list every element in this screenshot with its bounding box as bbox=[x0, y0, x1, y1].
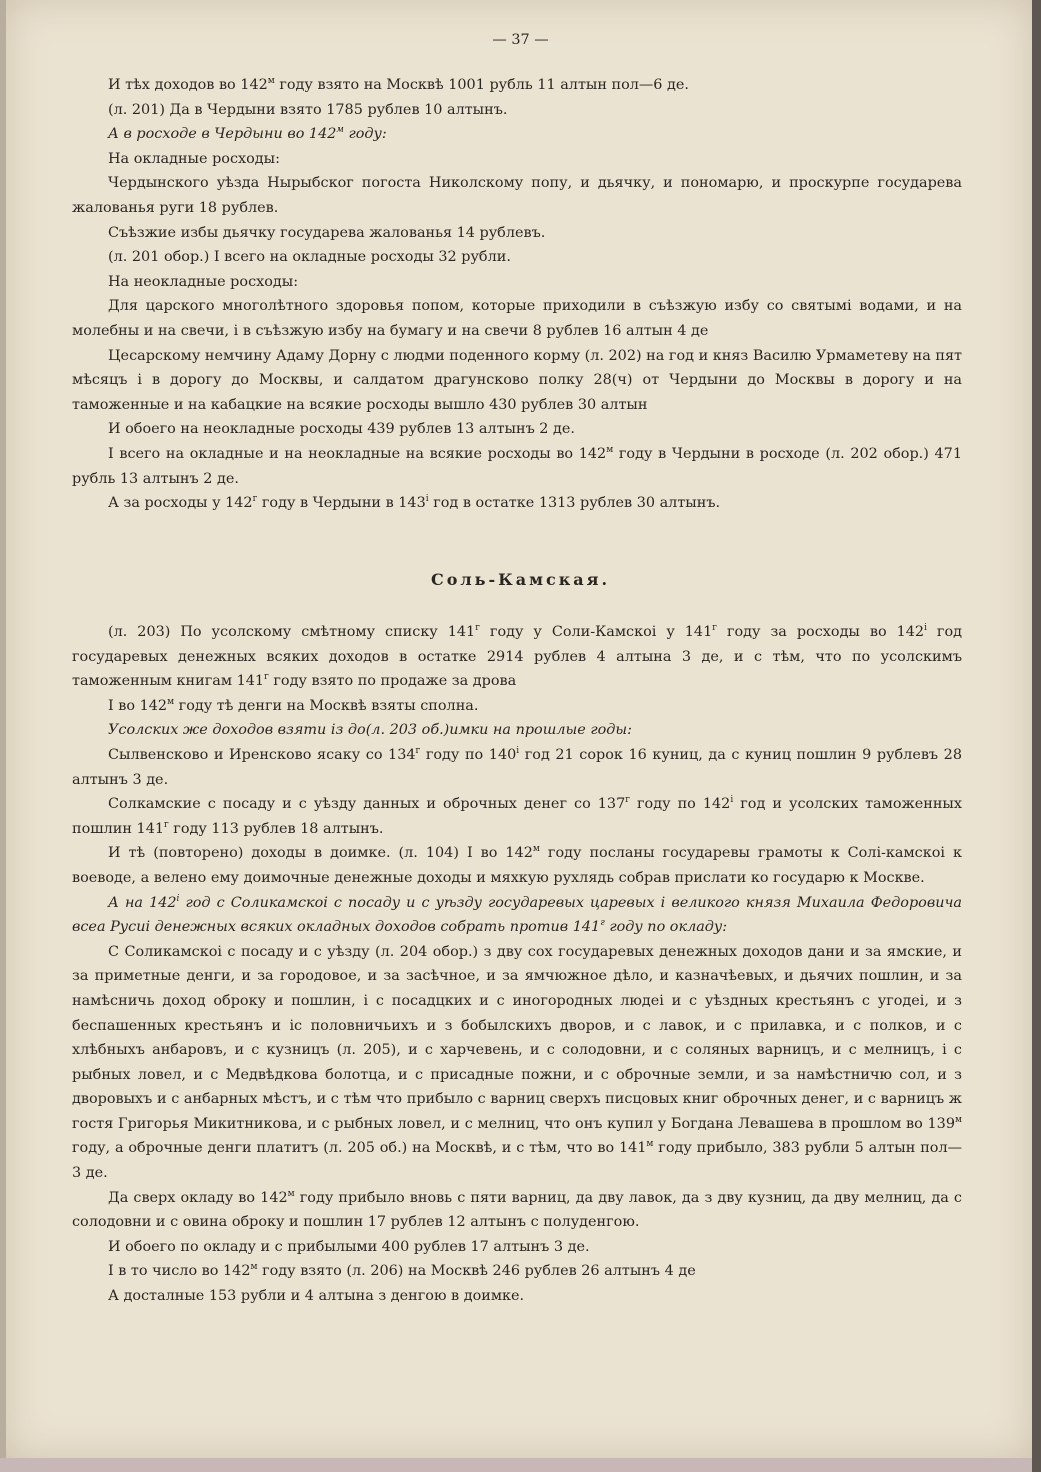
paragraph: А за росходы у $142^г$ году в Чердыни в 143$^i$ год в остатке 1313 рублев 30 алтынъ. bbox=[108, 494, 721, 512]
paragraph: А в росходе в Чердыни во $142^м$ году: bbox=[108, 125, 387, 143]
paragraph: I во $142^м$ году тѣ денги на Москвѣ взяты сполна. bbox=[108, 696, 479, 714]
page-right-edge bbox=[1032, 0, 1041, 1472]
paragraph: Для царского многолѣтного здоровья попом, которые приходили в съѣзжую избу со святымi водами, и на молебны и на свечи, i в съѣзжую избу на бумагу и на свечи 8 рублев 16 алтын 4 де bbox=[72, 298, 962, 339]
paragraph: Цесарскому немчину Адаму Дорну с людми поденного корму (л. 202) на год и княз Василю Урмаметеву на пят мѣсяцъ i в дорогу до Москвы, и салдатом драгунсково полку 28(ч) от Чердыни до Москвы в дорогу и на таможенные и на кабацкие на всякие росходы вышло 430 рублев 30 алтын bbox=[72, 347, 962, 413]
paragraph: И обоего на неокладные росходы 439 рублев 13 алтынъ 2 де. bbox=[108, 421, 575, 438]
paragraph: С Соликамскоi с посаду и с уѣзду (л. 204 обор.) з дву сох государевых денежных доходов дани и за ямские, и за приметные денги, и за городовое, и за засѣчное, и за ямчюжное дѣло, и казначѣевых, и дьячих пошлин, и за намѣсничь доход оброку и пошлин, i с посадцких и с иногородных людеi и с уѣздных крестьянъ с угодеi, и з беспашенных крестьянъ и iс половничьихъ и з бобылскихъ дворов, и с лавок, и с прилавка, и с полков, и с хлѣбныхъ анбаровъ, и с кузницъ (л. 205), и с харчевень, и с солодовни, и с соляных варницъ, и с мелницъ, i с рыбных ловел, и с Медвѣдкова болотца, и с присадные пожни, и с оброчные земли, и за намѣстничю сол, и з дворовыхъ и с анбарных мѣстъ, и с тѣм что прибыло с варниц сверхъ писцовых книг оброчных денег, и с варницъ ж гостя Григорья Микитникова, и с рыбных ловел, и с мелниц, что онъ купил у Богдана Левашева в прошлом во $139^м$ году, а оброчные денги платитъ (л. 205 об.) на Москвѣ, и с тѣм, что во $141^м$ году прибыло, 383 рубли 5 алтын пол—3 де. bbox=[72, 943, 962, 1182]
paragraph: Солкамские с посаду и с уѣзду данных и оброчных денег со $137^г$ году по 142$^i$ год и усолских таможенных пошлин $141^г$ году 113 рублев 18 алтынъ. bbox=[72, 795, 963, 837]
paragraph: И тѣх доходов во $142^м$ году взято на Москвѣ 1001 рубль 11 алтын пол—6 де. bbox=[108, 76, 689, 93]
section-heading: Соль-Камская. bbox=[430, 570, 611, 589]
paragraph: А досталные 153 рубли и 4 алтына з денгою в доимке. bbox=[108, 1288, 525, 1305]
page-number: — 37 — bbox=[492, 32, 549, 48]
paragraph: I в то число во $142^м$ году взято (л. 206) на Москвѣ 246 рублев 26 алтынъ 4 де bbox=[108, 1262, 696, 1280]
paragraph: На окладные росходы: bbox=[108, 150, 280, 167]
paragraph: Да сверх окладу во $142^м$ году прибыло вновь с пяти варниц, да дву лавок, да з дву кузниц, да дву мелниц, да с солодовни и с овина оброку и пошлин 17 рублев 12 алтынъ с полуденгою. bbox=[72, 1188, 962, 1231]
paragraph: (л. 201) Да в Чердыни взято 1785 рублев 10 алтынъ. bbox=[108, 101, 508, 118]
text-block-cherdyn bbox=[72, 73, 962, 516]
paragraph: И тѣ (повторено) доходы в доимке. (л. 104) I во $142^м$ году посланы государевы грамоты к Солi-камскоi к воеводе, а велено ему доимочные денежные доходы и мяхкую рухлядь собрав прислати ко государю к Москве. bbox=[72, 844, 962, 886]
paragraph: Усолских же доходов взяти iз до(л. 203 об.)имки на прошлые годы: bbox=[108, 722, 632, 739]
paragraph: А на 142$^i$ год с Соликамскоi с посаду и с уѣзду государевых царевых i великого князя Михаила Федоровича всеа Русиi денежных всяких окладных доходов собрать против $141^г$ году по окладу: bbox=[72, 893, 962, 936]
paragraph: (л. 203) По усолскому смѣтному списку $141^г$ году у Соли-Камскоi у $141^г$ году за росходы во 142$^i$ год государевых денежных всяких доходов в остатке 2914 рублев 4 алтына 3 де, и с тѣм, что по усолскимъ таможенным книгам $141^г$ году взято по продаже за дрова bbox=[72, 623, 962, 690]
paragraph: (л. 201 обор.) I всего на окладные росходы 32 рубли. bbox=[108, 249, 511, 266]
paragraph: На неокладные росходы: bbox=[108, 273, 299, 290]
paragraph: I всего на окладные и на неокладные на всякие росходы во $142^м$ году в Чердыни в росходе (л. 202 обор.) 471 рубль 13 алтынъ 2 де. bbox=[72, 445, 962, 487]
paragraph: И обоего по окладу и с прибылыми 400 рублев 17 алтынъ 3 де. bbox=[108, 1238, 590, 1255]
paragraph: Съѣзжие избы дьячку государева жалованья 14 рублевъ. bbox=[108, 224, 546, 241]
paragraph: Чердынского уѣзда Нырыбског погоста Николскому попу, и дьячку, и пономарю, и проскурпе государева жалованья руги 18 рублев. bbox=[72, 175, 962, 216]
page-bottom-edge bbox=[0, 1458, 1041, 1472]
text-block-solkamsk bbox=[72, 620, 962, 1309]
paragraph: Сылвенсково и Иренсково ясаку со $134^г$ году по 140$^i$ год 21 сорок 16 куниц, да с куниц пошлин 9 рублевъ 28 алтынъ 3 де. bbox=[72, 746, 962, 788]
